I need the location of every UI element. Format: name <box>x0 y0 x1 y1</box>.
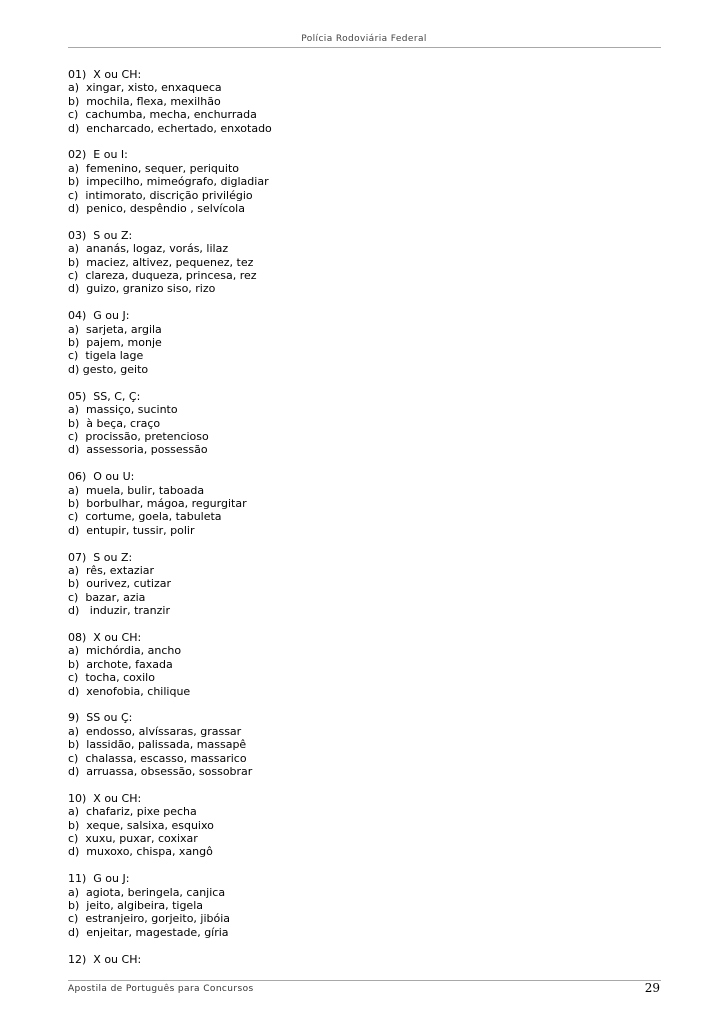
answer-option: d) encharcado, echertado, enxotado <box>68 121 272 135</box>
answer-option: b) à beça, craço <box>68 416 161 430</box>
answer-option: a) rês, extaziar <box>68 563 155 577</box>
answer-option: c) clareza, duqueza, princesa, rez <box>68 269 257 283</box>
answer-option: a) ananás, logaz, vorás, lilaz <box>68 242 229 256</box>
question-title: 07) S ou Z: <box>68 550 133 564</box>
answer-option: c) bazar, azia <box>68 590 146 604</box>
answer-option: c) intimorato, discrição privilégio <box>68 188 253 202</box>
footer-divider <box>68 980 661 981</box>
answer-option: b) jeito, algibeira, tigela <box>68 899 203 913</box>
answer-option: b) archote, faxada <box>68 657 173 671</box>
footer-text: Apostila de Português para Concursos <box>68 984 254 994</box>
answer-option: d) entupir, tussir, polir <box>68 523 195 537</box>
answer-option: a) xingar, xisto, enxaqueca <box>68 81 222 95</box>
answer-option: c) procissão, pretencioso <box>68 429 209 443</box>
question-title: 12) X ou CH: <box>68 952 142 966</box>
question-title: 9) SS ou Ç: <box>68 711 133 725</box>
answer-option: a) massiço, sucinto <box>68 403 178 417</box>
question-block <box>68 68 658 135</box>
header-divider <box>68 47 661 48</box>
answer-option: b) xeque, salsixa, esquixo <box>68 818 214 832</box>
page-number: 29 <box>644 981 660 995</box>
answer-option: c) estranjeiro, gorjeito, jibóia <box>68 912 231 926</box>
question-title: 08) X ou CH: <box>68 630 142 644</box>
question-block <box>68 551 658 618</box>
answer-option: d) guizo, granizo siso, rizo <box>68 282 216 296</box>
question-block <box>68 631 658 698</box>
answer-option: c) xuxu, puxar, coxixar <box>68 832 198 846</box>
question-block <box>68 229 658 296</box>
answer-option: c) cachumba, mecha, enchurrada <box>68 108 257 122</box>
question-block <box>68 309 658 376</box>
answer-option: b) impecilho, mimeógrafo, digladiar <box>68 175 269 189</box>
answer-option: a) muela, bulir, taboada <box>68 483 205 497</box>
answer-option: b) pajem, monje <box>68 336 162 350</box>
answer-option: a) agiota, beringela, canjica <box>68 885 226 899</box>
answer-option: d) gesto, geito <box>68 362 149 376</box>
answer-option: c) cortume, goela, tabuleta <box>68 510 222 524</box>
answer-option: d) penico, despêndio , selvícola <box>68 202 245 216</box>
question-title: 06) O ou U: <box>68 470 135 484</box>
question-title: 03) S ou Z: <box>68 228 133 242</box>
question-title: 01) X ou CH: <box>68 68 142 81</box>
question-block <box>68 711 658 778</box>
answer-option: a) femenino, sequer, periquito <box>68 161 239 175</box>
question-block <box>68 953 658 966</box>
answer-option: b) borbulhar, mágoa, regurgitar <box>68 496 247 510</box>
question-title: 04) G ou J: <box>68 309 130 323</box>
answer-option: a) endosso, alvíssaras, grassar <box>68 724 242 738</box>
question-block <box>68 792 658 859</box>
answer-option: a) chafariz, pixe pecha <box>68 805 197 819</box>
header-title: Polícia Rodoviária Federal <box>301 34 427 44</box>
answer-option: b) lassidão, palissada, massapê <box>68 738 247 752</box>
answer-option: a) sarjeta, argila <box>68 322 162 336</box>
question-block <box>68 390 658 457</box>
answer-option: c) tocha, coxilo <box>68 671 155 685</box>
answer-option: c) chalassa, escasso, massarico <box>68 751 247 765</box>
answer-option: d) induzir, tranzir <box>68 604 170 618</box>
answer-option: d) xenofobia, chilique <box>68 684 191 698</box>
question-block <box>68 148 658 215</box>
answer-option: b) mochila, flexa, mexilhão <box>68 94 221 108</box>
question-title: 10) X ou CH: <box>68 791 142 805</box>
question-block <box>68 470 658 537</box>
question-title: 05) SS, C, Ç: <box>68 389 141 403</box>
answer-option: d) assessoria, possessão <box>68 443 208 457</box>
answer-option: c) tigela lage <box>68 349 144 363</box>
answer-option: b) maciez, altivez, pequenez, tez <box>68 255 254 269</box>
answer-option: d) enjeitar, magestade, gíria <box>68 925 229 939</box>
answer-option: a) michórdia, ancho <box>68 644 182 658</box>
answer-option: d) arruassa, obsessão, sossobrar <box>68 765 253 778</box>
question-title: 11) G ou J: <box>68 872 130 886</box>
answer-option: b) ourivez, cutizar <box>68 577 172 591</box>
questions-list <box>68 68 658 966</box>
question-title: 02) E ou I: <box>68 148 128 162</box>
question-block <box>68 872 658 939</box>
answer-option: d) muxoxo, chispa, xangô <box>68 845 213 859</box>
